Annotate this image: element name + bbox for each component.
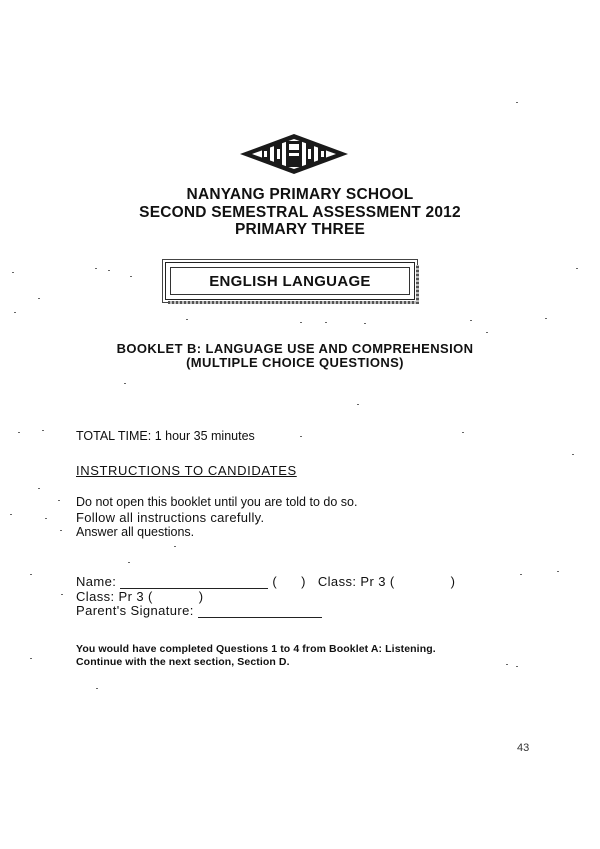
class-close-inline: ) [450, 574, 456, 589]
assessment-title: SECOND SEMESTRAL ASSESSMENT 2012 [139, 204, 461, 221]
signature-row [76, 603, 322, 618]
note-line: Continue with the next section, Section D. [76, 656, 290, 668]
instructions-heading: INSTRUCTIONS TO CANDIDATES [76, 463, 297, 478]
class-label: Class: Pr 3 ( [76, 589, 153, 604]
class-row [76, 589, 203, 604]
school-name: NANYANG PRIMARY SCHOOL [186, 186, 414, 203]
total-time: TOTAL TIME: 1 hour 35 minutes [76, 429, 255, 443]
signature-label: Parent's Signature: [76, 603, 194, 618]
class-label-inline: Class: Pr 3 ( [317, 574, 395, 589]
note-line: You would have completed Questions 1 to 4 from Booklet A: Listening. [76, 643, 436, 655]
subject-title: ENGLISH LANGUAGE [170, 267, 410, 295]
index-close: ) [301, 574, 306, 589]
booklet-title: BOOKLET B: LANGUAGE USE AND COMPREHENSION [116, 341, 474, 356]
page-number: 43 [517, 742, 530, 754]
instruction-item: Follow all instructions carefully. [76, 510, 265, 525]
signature-field[interactable] [198, 617, 322, 618]
subject-box [165, 262, 415, 300]
name-row [76, 574, 455, 589]
booklet-subtitle: (MULTIPLE CHOICE QUESTIONS) [186, 355, 404, 370]
instruction-item: Answer all questions. [76, 525, 195, 539]
level-title: PRIMARY THREE [234, 221, 366, 238]
index-open: ( [272, 574, 278, 589]
class-close: ) [198, 589, 204, 604]
school-crest-icon [238, 132, 350, 176]
name-label: Name: [76, 574, 117, 589]
instruction-item: Do not open this booklet until you are told to do so. [76, 495, 358, 509]
